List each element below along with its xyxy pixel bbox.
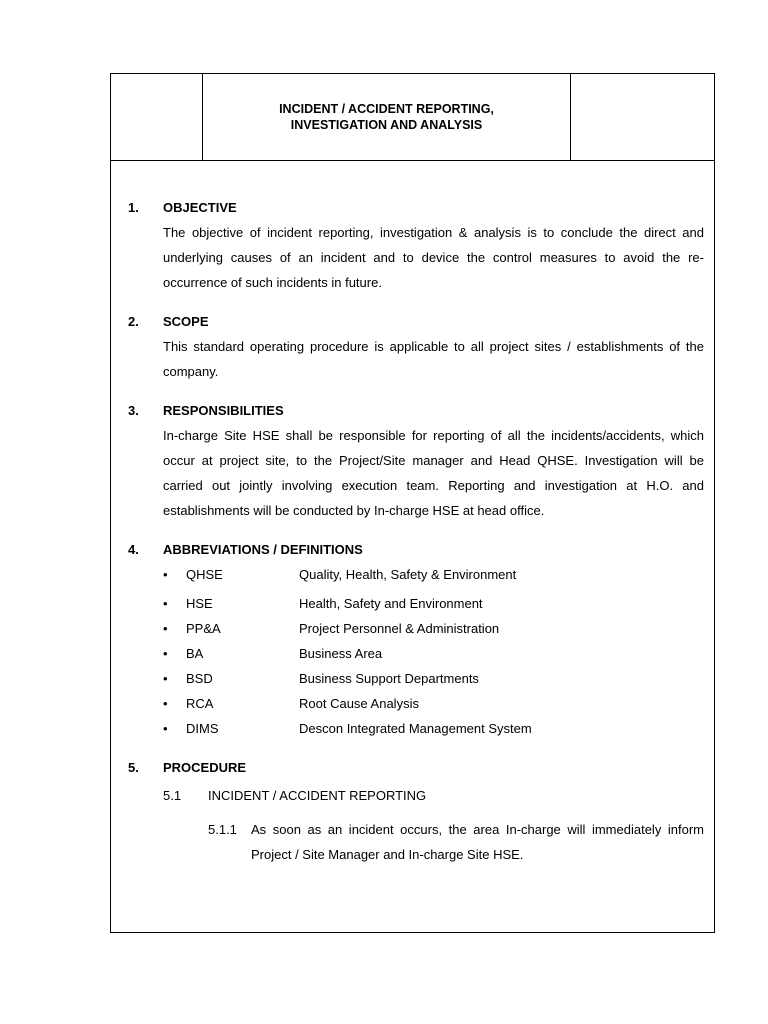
bullet-icon: • <box>163 646 168 661</box>
section-number: 1. <box>128 200 139 215</box>
section-procedure <box>128 755 704 867</box>
section-heading <box>128 755 704 780</box>
subsection-title: INCIDENT / ACCIDENT REPORTING <box>208 788 427 803</box>
section-number: 4. <box>128 542 139 557</box>
abbreviation-definition: Project Personnel & Administration <box>299 621 500 636</box>
section-title: RESPONSIBILITIES <box>163 403 284 418</box>
abbreviation-code: RCA <box>186 696 214 711</box>
abbreviation-code: QHSE <box>186 567 223 582</box>
abbreviation-code: DIMS <box>186 721 219 736</box>
section-responsibilities <box>128 398 704 523</box>
abbreviation-code: BSD <box>186 671 213 686</box>
document-content <box>128 195 704 881</box>
abbreviation-row <box>163 666 704 691</box>
section-abbreviations <box>128 537 704 741</box>
abbreviation-definition: Business Support Departments <box>299 671 479 686</box>
abbreviation-definition: Quality, Health, Safety & Environment <box>299 567 517 582</box>
abbreviation-list <box>163 562 704 741</box>
section-title: PROCEDURE <box>163 760 247 775</box>
abbreviation-code: BA <box>186 646 204 661</box>
section-title: OBJECTIVE <box>163 200 237 215</box>
section-heading <box>128 309 704 334</box>
abbreviation-code: PP&A <box>186 621 221 636</box>
bullet-icon: • <box>163 567 168 582</box>
section-objective <box>128 195 704 295</box>
bullet-icon: • <box>163 596 168 611</box>
section-heading <box>128 537 704 562</box>
document-title <box>203 74 570 160</box>
section-number: 3. <box>128 403 139 418</box>
section-title: SCOPE <box>163 314 209 329</box>
subsection-number: 5.1 <box>163 788 182 803</box>
clause-text: As soon as an incident occurs, the area In-charge will immediately inform Project / Site Manager and In-charge Site HSE. <box>251 822 704 862</box>
subsection-heading <box>163 783 704 808</box>
section-number: 2. <box>128 314 139 329</box>
abbreviation-code: HSE <box>186 596 213 611</box>
abbreviation-row <box>163 616 704 641</box>
header-logo-cell <box>111 74 203 160</box>
abbreviation-row <box>163 691 704 716</box>
abbreviation-definition: Descon Integrated Management System <box>299 721 532 736</box>
section-heading <box>128 398 704 423</box>
section-number: 5. <box>128 760 139 775</box>
section-heading <box>128 195 704 220</box>
abbreviation-definition: Business Area <box>299 646 383 661</box>
header-table <box>111 74 714 161</box>
title-line-1: INCIDENT / ACCIDENT REPORTING, <box>279 102 494 116</box>
clause-row <box>208 817 704 867</box>
title-line-2: INVESTIGATION AND ANALYSIS <box>290 118 483 132</box>
bullet-icon: • <box>163 696 168 711</box>
bullet-icon: • <box>163 721 168 736</box>
abbreviation-row <box>163 591 704 616</box>
section-body: In-charge Site HSE shall be responsible for reporting of all the incidents/accidents, which occur at project site, to the Project/Site manager and Head QHSE. Investigation will be carried out jointly involving execution team. Reporting and investigation at H.O. and establishments will be conducted by In-charge HSE at head office. <box>163 428 704 518</box>
section-scope <box>128 309 704 384</box>
abbreviation-definition: Root Cause Analysis <box>299 696 419 711</box>
section-title: ABBREVIATIONS / DEFINITIONS <box>163 542 363 557</box>
bullet-icon: • <box>163 671 168 686</box>
bullet-icon: • <box>163 621 168 636</box>
header-revision-cell <box>570 74 714 160</box>
section-body: The objective of incident reporting, investigation & analysis is to conclude the direct and underlying causes of an incident and to device the control measures to avoid the re-occurrence of such incidents in future. <box>163 225 704 290</box>
abbreviation-definition: Health, Safety and Environment <box>299 596 483 611</box>
clause-number: 5.1.1 <box>208 822 237 837</box>
abbreviation-row <box>163 641 704 666</box>
section-body: This standard operating procedure is applicable to all project sites / establishments of the company. <box>163 339 704 379</box>
abbreviation-row <box>163 562 704 591</box>
abbreviation-row <box>163 716 704 741</box>
